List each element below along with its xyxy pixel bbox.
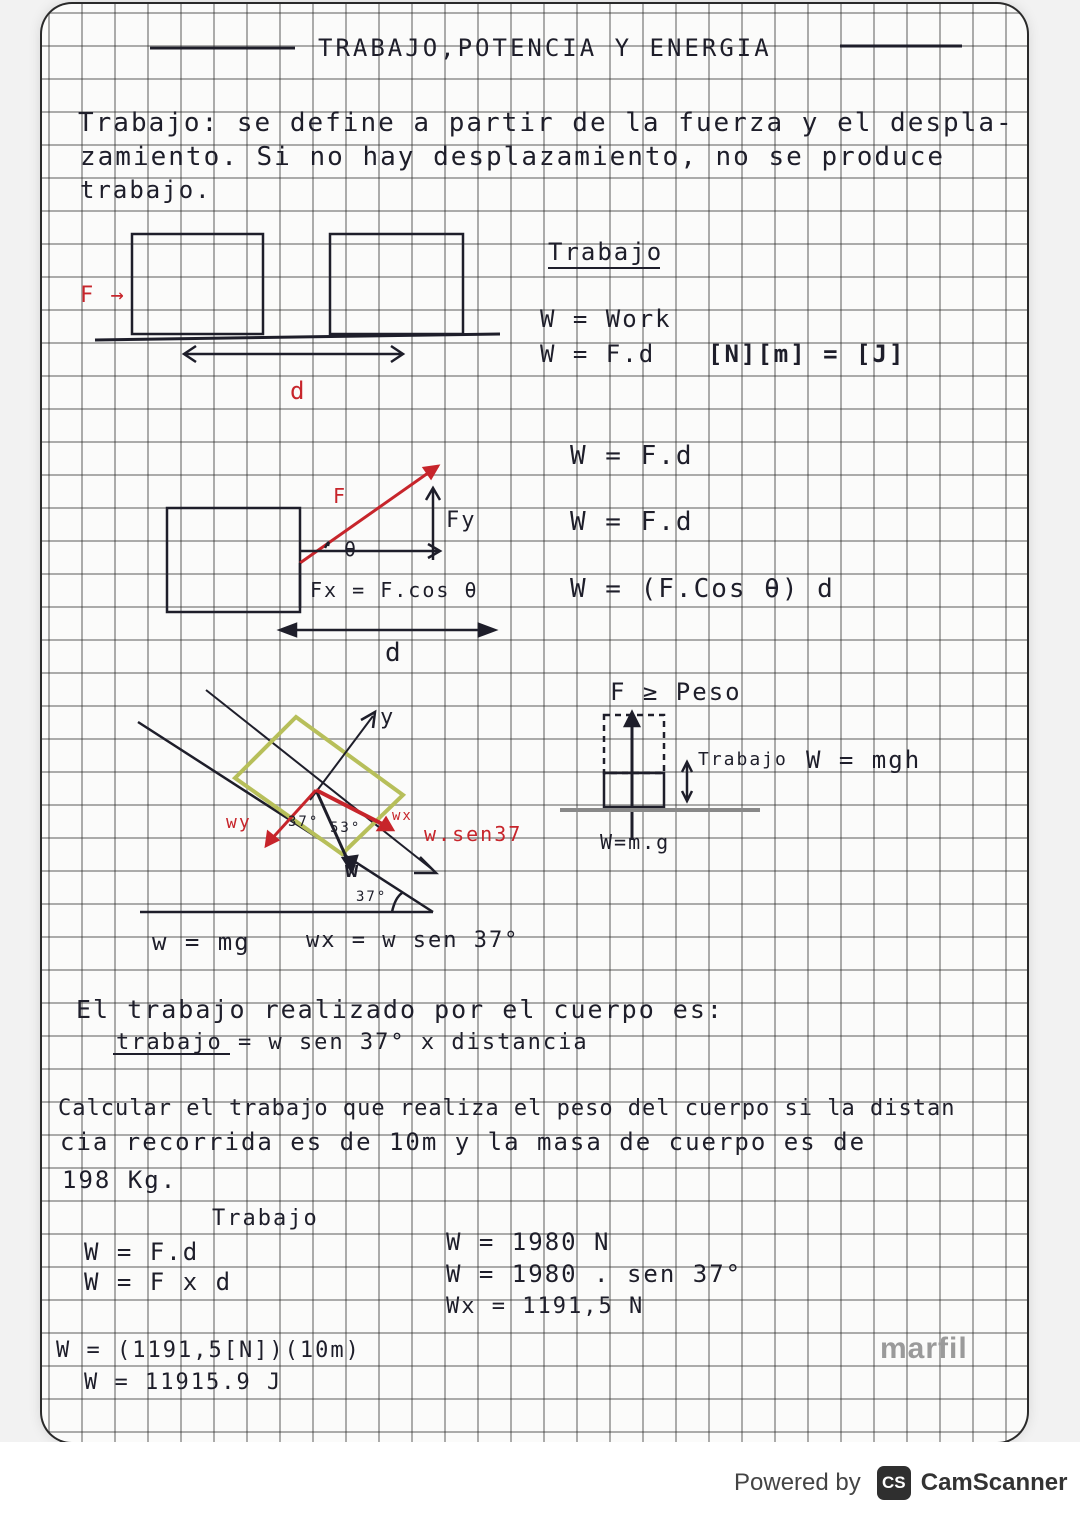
statement-line-2: trabajo = w sen 37° x distancia: [116, 1030, 589, 1055]
lifting-diagram: [560, 712, 760, 840]
block: [167, 508, 300, 612]
block-end: [330, 234, 463, 334]
page-title: TRABAJO,POTENCIA Y ENERGIA: [318, 34, 772, 62]
formula-2: W = F.d: [570, 507, 694, 537]
problem-line-1: Calcular el trabajo que realiza el peso del cuerpo si la distan: [58, 1096, 956, 1121]
lifting-trabajo-label: Trabajo: [698, 749, 788, 770]
diagram1-distance-label: d: [290, 377, 307, 405]
work-heading: Trabajo: [548, 238, 664, 266]
incline-wsen-label: w.sen37: [424, 822, 523, 846]
problem-left-1: W = F.d: [84, 1238, 200, 1266]
work-units: [N][m] = [J]: [708, 340, 906, 368]
diagram2-force-label: F: [333, 484, 348, 508]
incline-wy-label: wy: [226, 812, 252, 833]
problem-line-3: 198 Kg.: [62, 1166, 178, 1194]
force-arrowhead: [424, 466, 438, 478]
force-vector: [300, 466, 438, 563]
incline-surface: [138, 722, 433, 912]
block-on-incline: [235, 717, 403, 854]
work-line-2: W = F.d: [540, 340, 656, 368]
lifting-formula: W = mgh: [806, 746, 922, 774]
incline-eq-1: w = mg: [152, 928, 251, 956]
y-axis-head: [361, 712, 375, 728]
incline-wx-label: wx: [392, 808, 413, 824]
problem-right-2: W = 1980 . sen 37°: [446, 1260, 743, 1288]
problem-result-2: W = 11915.9 J: [84, 1370, 283, 1395]
x-axis-head: [414, 857, 436, 873]
statement-line-1: El trabajo realizado por el cuerpo es:: [76, 995, 724, 1024]
problem-line-2: cia recorrida es de 10m y la masa de cuerpo es de: [60, 1128, 867, 1156]
incline-w-label: w: [345, 858, 361, 883]
angle-arc: [392, 893, 402, 912]
angled-force-diagram: [167, 466, 495, 636]
camscanner-logo-icon: CS: [877, 1466, 911, 1500]
formula-3: W = (F.Cos θ) d: [570, 574, 835, 604]
camscanner-name: CamScanner: [920, 1469, 1068, 1496]
block-start: [132, 234, 263, 334]
diagram2-angle-label: θ: [344, 537, 359, 561]
distance-left-head: [280, 624, 296, 636]
block-displacement-diagram: [95, 234, 500, 362]
distance-right-head: [479, 624, 495, 636]
problem-result-1: W = (1191,5[N])(10m): [56, 1338, 361, 1363]
notebook-brand-logo: marfil: [880, 1332, 968, 1365]
diagram2-fx-label: Fx = F.cos θ: [310, 578, 479, 602]
intro-line-2: zamiento. Si no hay desplazamiento, no se produce: [80, 142, 946, 172]
camscanner-watermark: [734, 1466, 1067, 1500]
diagram2-distance-label: d: [385, 638, 403, 668]
diagram1-force-label: F →: [80, 283, 126, 308]
formula-1: W = F.d: [570, 441, 694, 471]
incline-angle-a: 37°: [288, 814, 320, 830]
diagram2-fy-label: Fy: [446, 508, 477, 533]
powered-by-text: Powered by: [734, 1469, 861, 1496]
incline-eq-2: wx = w sen 37°: [306, 928, 520, 953]
problem-left-2: W = F x d: [84, 1268, 233, 1296]
intro-line-3: trabajo.: [80, 176, 212, 204]
problem-right-1: W = 1980 N: [446, 1228, 611, 1256]
work-line-1: W = Work: [540, 305, 672, 333]
problem-heading: Trabajo: [212, 1206, 319, 1231]
y-axis: [310, 716, 373, 800]
weight-label: W=m.g: [600, 830, 671, 854]
intro-line-1: Trabajo: se define a partir de la fuerza y el despla-: [78, 108, 1014, 138]
incline-y-label: y: [380, 705, 396, 730]
force-vs-weight-label: F ≥ Peso: [610, 678, 742, 706]
ground-block: [604, 773, 664, 807]
problem-right-3: Wx = 1191,5 N: [446, 1294, 645, 1319]
incline-base-angle: 37°: [356, 889, 388, 905]
incline-angle-b: 53°: [330, 820, 362, 836]
